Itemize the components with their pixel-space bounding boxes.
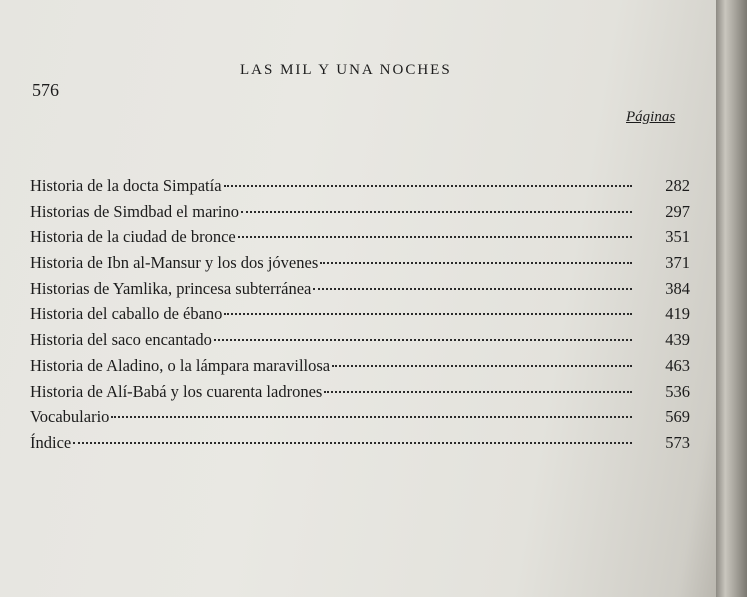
dot-leader bbox=[313, 288, 632, 290]
toc-entry bbox=[30, 276, 690, 302]
toc-entry bbox=[30, 430, 690, 456]
dot-leader bbox=[324, 391, 632, 393]
pages-column-heading: Páginas bbox=[626, 109, 676, 125]
toc-entry-page: 419 bbox=[665, 304, 690, 324]
toc-entry-page: 573 bbox=[665, 432, 690, 452]
toc-entry-page: 297 bbox=[665, 201, 690, 221]
dot-leader bbox=[214, 339, 632, 341]
dot-leader bbox=[111, 416, 632, 418]
dot-leader bbox=[332, 365, 632, 367]
toc-entry-page: 439 bbox=[665, 330, 690, 350]
toc-entry bbox=[30, 404, 690, 430]
toc-entry bbox=[30, 173, 690, 199]
toc-entry-page: 569 bbox=[665, 407, 690, 427]
toc-entry-title: Historias de Simdbad el marino bbox=[30, 201, 239, 221]
toc-entry-title: Vocabulario bbox=[30, 407, 110, 427]
running-head: LAS MIL Y UNA NOCHES bbox=[240, 62, 452, 78]
toc-entry-title: Historia de la docta Simpatía bbox=[30, 176, 222, 195]
table-of-contents bbox=[30, 173, 690, 456]
toc-entry-title: Historia de Alí-Babá y los cuarenta ladrones bbox=[30, 381, 323, 401]
toc-entry bbox=[30, 224, 690, 250]
toc-entry-page: 536 bbox=[665, 381, 690, 401]
toc-entry-page: 351 bbox=[665, 227, 690, 247]
toc-entry-page: 384 bbox=[665, 278, 690, 298]
dot-leader bbox=[73, 442, 632, 444]
toc-entry-title: Historia de la ciudad de bronce bbox=[30, 227, 236, 247]
toc-entry-title: Historias de Yamlika, princesa subterránea bbox=[30, 278, 312, 298]
dot-leader bbox=[224, 313, 632, 315]
dot-leader bbox=[238, 236, 632, 238]
toc-entry bbox=[30, 199, 690, 225]
dot-leader bbox=[320, 262, 632, 264]
toc-entry bbox=[30, 379, 690, 405]
toc-entry-page: 282 bbox=[665, 176, 690, 195]
toc-entry bbox=[30, 250, 690, 276]
toc-entry bbox=[30, 353, 690, 379]
toc-entry-page: 463 bbox=[665, 355, 690, 375]
toc-entry-page: 371 bbox=[665, 253, 690, 273]
toc-entry-title: Historia del caballo de ébano bbox=[30, 304, 223, 324]
toc-entry-title: Historia de Aladino, o la lámpara maravillosa bbox=[30, 355, 331, 375]
dot-leader bbox=[224, 185, 632, 187]
toc-entry-title: Historia de Ibn al-Mansur y los dos jóvenes bbox=[30, 253, 319, 273]
toc-entry bbox=[30, 301, 690, 327]
page-number: 576 bbox=[32, 80, 59, 100]
page-edge bbox=[716, 0, 747, 597]
toc-entry bbox=[30, 327, 690, 353]
toc-entry-title: Índice bbox=[30, 432, 72, 452]
dot-leader bbox=[241, 211, 632, 213]
toc-entry-title: Historia del saco encantado bbox=[30, 330, 212, 350]
